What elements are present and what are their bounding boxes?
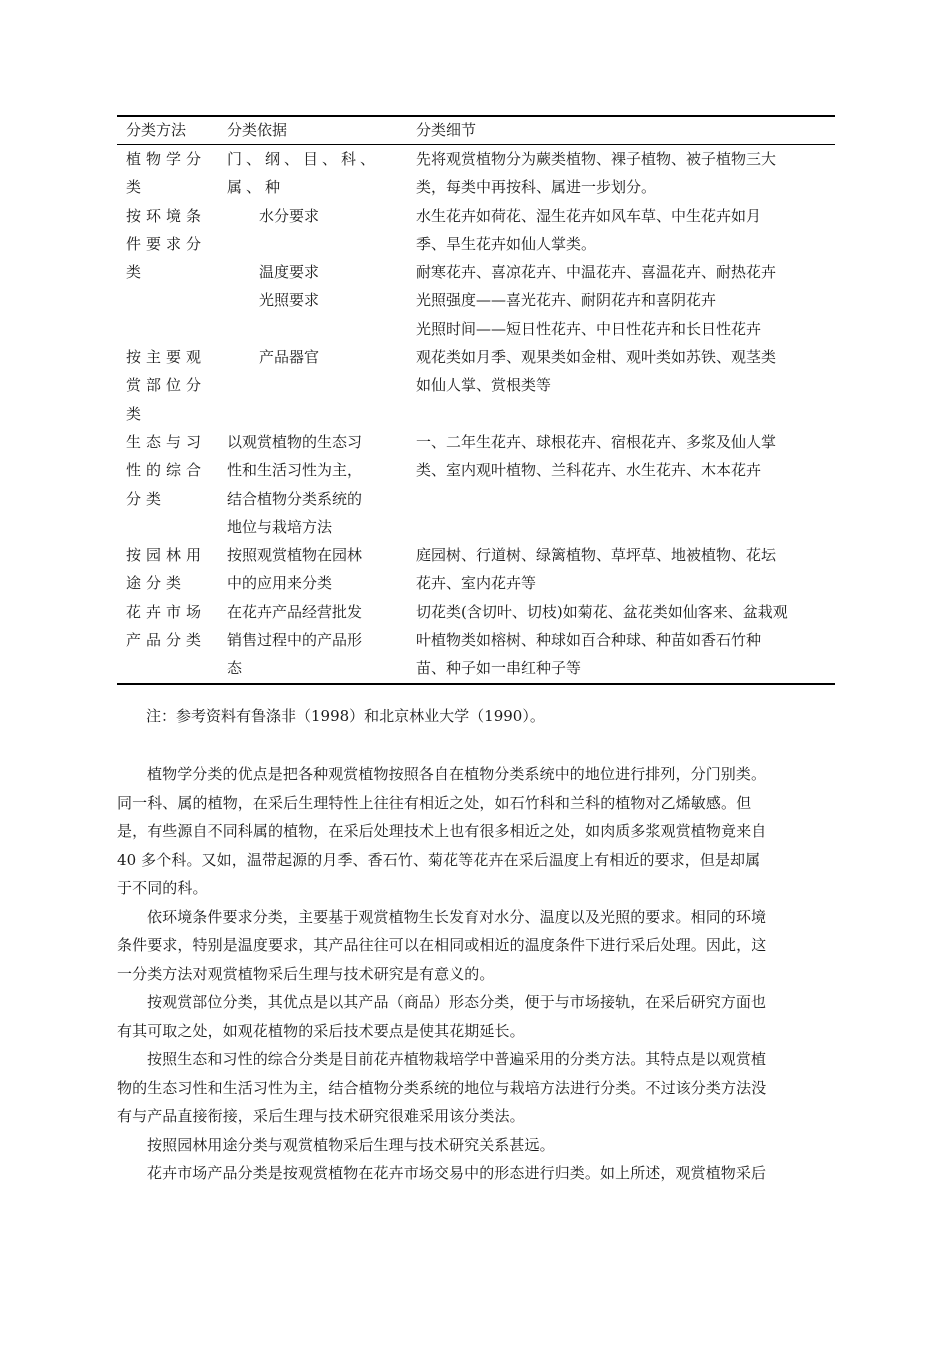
- table-row: [117, 202, 835, 343]
- cell-line: 光照时间——短日性花卉、中日性花卉和长日性花卉: [416, 319, 762, 338]
- cell-line: 水生花卉如荷花、湿生花卉如风车草、中生花卉如月: [416, 206, 762, 225]
- cell-line: 观花类如月季、观果类如金柑、观叶类如苏铁、观茎类: [416, 348, 777, 367]
- cell-method: [117, 598, 216, 683]
- cell-basis: [216, 428, 398, 541]
- cell-line: 叶植物类如榕树、种球如百合种球、种苗如香石竹种: [416, 631, 762, 650]
- cell-method: [117, 541, 216, 598]
- cell-line: 分类: [126, 489, 167, 508]
- cell-line: 销售过程中的产品形: [227, 631, 363, 650]
- cell-line: 产品器官: [259, 348, 320, 367]
- cell-line: 类: [126, 178, 147, 197]
- cell-line: 门、纲、目、科、: [227, 150, 380, 168]
- cell-line: 地位与栽培方法: [227, 517, 333, 536]
- body-text: [117, 760, 839, 1188]
- paragraph: [117, 1045, 839, 1131]
- table-row: [117, 541, 835, 598]
- text-line: 40 多个科。又如，温带起源的月季、香石竹、菊花等花卉在采后温度上有相近的要求，但是却属: [117, 850, 761, 869]
- cell-detail: [398, 202, 824, 343]
- text-line: 花卉市场产品分类是按观赏植物在花卉市场交易中的形态进行归类。如上所述，观赏植物采后: [147, 1164, 767, 1182]
- cell-line-empty: [259, 230, 398, 258]
- table-row: [117, 598, 835, 683]
- paragraph: [117, 903, 839, 989]
- cell-line: 花卉、室内花卉等: [416, 574, 537, 593]
- cell-line: 以观赏植物的生态习: [227, 432, 363, 451]
- paragraph: [117, 1159, 839, 1188]
- cell-line: 态: [227, 659, 243, 678]
- paragraph: [117, 1131, 839, 1160]
- cell-line: 赏部位分: [126, 376, 207, 395]
- cell-method: [117, 202, 216, 343]
- table-row: [117, 145, 835, 202]
- cell-detail: [398, 428, 824, 541]
- cell-line: 庭园树、行道树、绿篱植物、草坪草、地被植物、花坛: [416, 546, 777, 565]
- text-line: 条件要求，特别是温度要求，其产品往往可以在相同或相近的温度条件下进行采后处理。因此，这: [117, 936, 767, 954]
- cell-line: 类、室内观叶植物、兰科花卉、水生花卉、木本花卉: [416, 461, 762, 480]
- table-row: [117, 343, 835, 428]
- cell-basis: [216, 541, 398, 598]
- cell-line-empty: [259, 315, 398, 343]
- cell-line: 件要求分: [126, 234, 207, 253]
- cell-line: 光照强度——喜光花卉、耐阴花卉和喜阴花卉: [416, 291, 717, 310]
- cell-line: 温度要求: [259, 263, 320, 282]
- cell-method: [117, 145, 216, 202]
- cell-line: 光照要求: [259, 291, 320, 310]
- cell-detail: [398, 541, 824, 598]
- cell-line: 花卉市场: [126, 602, 207, 621]
- cell-line: 类: [126, 404, 147, 423]
- text-line: 依环境条件要求分类，主要基于观赏植物生长发育对水分、温度以及光照的要求。相同的环境: [147, 907, 767, 926]
- classification-table: [117, 115, 835, 685]
- cell-method: [117, 428, 216, 541]
- cell-basis: [216, 343, 398, 428]
- cell-detail: [398, 145, 824, 202]
- cell-line: 耐寒花卉、喜凉花卉、中温花卉、喜温花卉、耐热花卉: [416, 263, 777, 282]
- text-line: 一分类方法对观赏植物采后生理与技术研究是有意义的。: [117, 964, 495, 983]
- cell-line: 类，每类中再按科、属进一步划分。: [416, 178, 657, 197]
- cell-basis: [216, 202, 398, 343]
- cell-line: 先将观赏植物分为蕨类植物、裸子植物、被子植物三大: [416, 150, 777, 168]
- cell-line: 一、二年生花卉、球根花卉、宿根花卉、多浆及仙人掌: [416, 432, 777, 451]
- cell-basis: [216, 598, 398, 683]
- table-row: [117, 428, 835, 541]
- text-line: 是，有些源自不同科属的植物，在采后处理技术上也有很多相近之处，如肉质多浆观赏植物竟来自: [117, 822, 767, 840]
- cell-line: 途分类: [126, 574, 187, 593]
- text-line: 于不同的科。: [117, 879, 208, 897]
- cell-line: 性和生活习性为主，: [227, 461, 363, 480]
- text-line: 有与产品直接衔接，采后生理与技术研究很难采用该分类法。: [117, 1107, 525, 1125]
- paragraph: [117, 760, 839, 903]
- text-line: 有其可取之处，如观花植物的采后技术要点是使其花期延长。: [117, 1021, 525, 1040]
- cell-line: 属、种: [227, 178, 285, 197]
- text-line: 植物学分类的优点是把各种观赏植物按照各自在植物分类系统中的地位进行排列，分门别类。: [147, 765, 767, 783]
- cell-line: 季、旱生花卉如仙人掌类。: [416, 234, 597, 253]
- text-line: 按照生态和习性的综合分类是目前花卉植物栽培学中普遍采用的分类方法。其特点是以观赏植: [147, 1050, 767, 1068]
- cell-line: 水分要求: [259, 206, 320, 225]
- cell-line: 中的应用来分类: [227, 574, 333, 593]
- cell-detail: [398, 343, 824, 428]
- cell-line: 按环境条: [126, 206, 207, 225]
- paragraph: [117, 988, 839, 1045]
- table-bottom-rule: [117, 683, 835, 685]
- cell-method: [117, 343, 216, 428]
- table-header-row: [117, 117, 835, 144]
- cell-line: 按主要观: [126, 348, 207, 367]
- cell-line: 类: [126, 263, 147, 282]
- cell-line: 结合植物分类系统的: [227, 489, 363, 508]
- text-line: 物的生态习性和生活习性为主，结合植物分类系统的地位与栽培方法进行分类。不过该分类方法没: [117, 1078, 767, 1097]
- table-note: 注：参考资料有鲁涤非（1998）和北京林业大学（1990）。: [146, 707, 545, 725]
- header-detail: 分类细节: [416, 121, 477, 139]
- cell-line: 如仙人掌、赏根类等: [416, 376, 552, 395]
- cell-line: 植物学分: [126, 150, 207, 168]
- cell-detail: [398, 598, 824, 683]
- header-basis: 分类依据: [227, 121, 288, 139]
- cell-line: 生态与习: [126, 432, 207, 451]
- header-method: 分类方法: [126, 121, 187, 139]
- cell-basis: [216, 145, 398, 202]
- cell-line: 按照观赏植物在园林: [227, 546, 363, 565]
- cell-line: 在花卉产品经营批发: [227, 602, 363, 621]
- text-line: 按照园林用途分类与观赏植物采后生理与技术研究关系甚远。: [147, 1135, 555, 1154]
- cell-line: 苗、种子如一串红种子等: [416, 659, 582, 678]
- cell-line: 性的综合: [126, 461, 207, 480]
- cell-line: 按园林用: [126, 546, 207, 565]
- cell-line: 切花类(含切叶、切枝)如菊花、盆花类如仙客来、盆栽观: [416, 602, 788, 621]
- text-line: 同一科、属的植物，在采后生理特性上往往有相近之处，如石竹科和兰科的植物对乙烯敏感。但: [117, 793, 752, 812]
- text-line: 按观赏部位分类，其优点是以其产品（商品）形态分类，便于与市场接轨，在采后研究方面也: [147, 993, 767, 1011]
- cell-line: 产品分类: [126, 631, 207, 650]
